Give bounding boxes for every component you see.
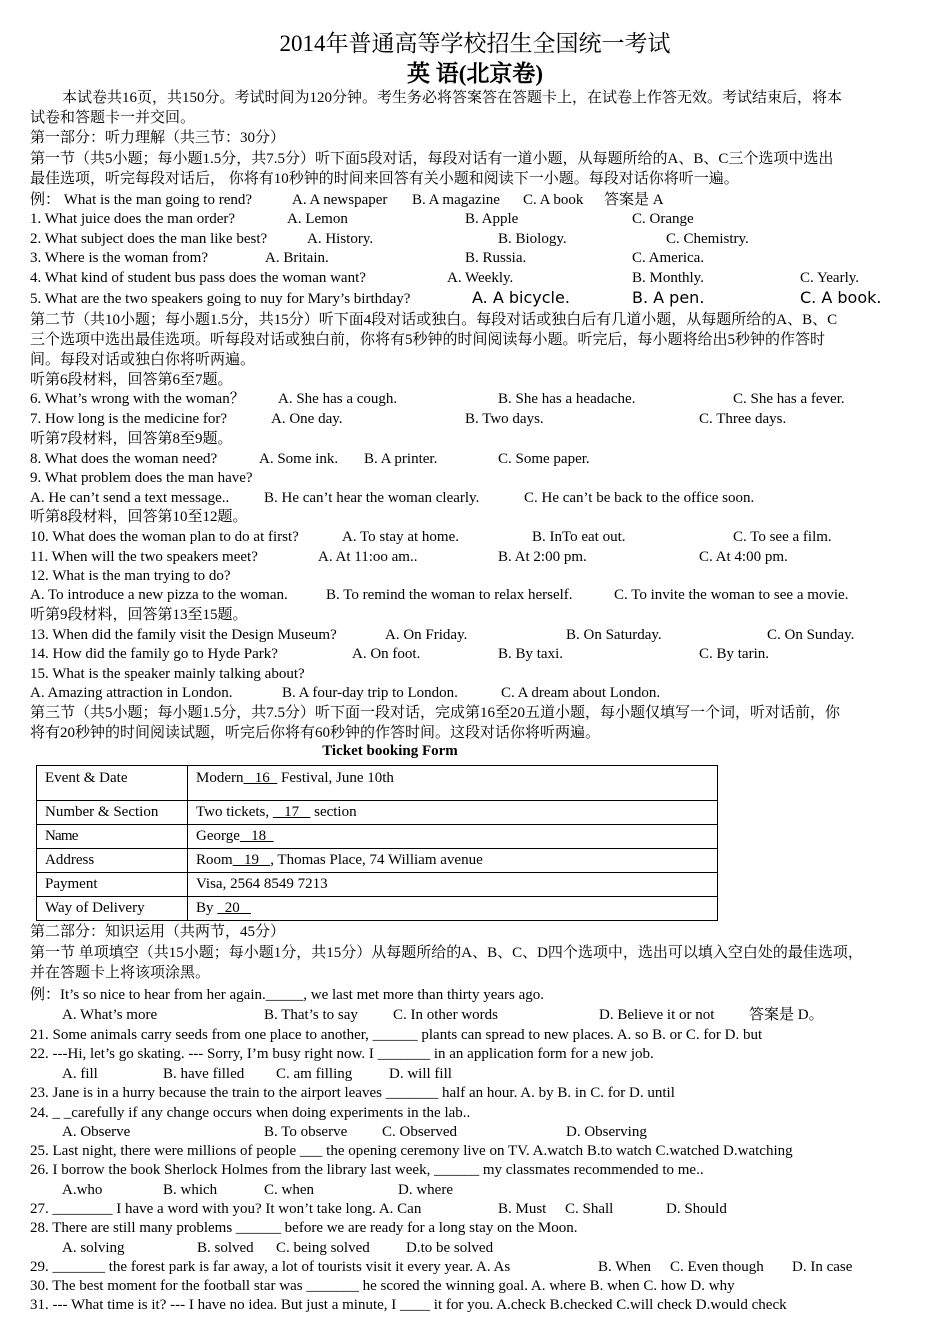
exam-title: 2014年普通高等学校招生全国统一考试 [279,31,671,56]
option: B. Must [498,1201,547,1217]
form-field-value [188,801,718,825]
option: C. Even though [670,1259,764,1275]
option: A.who [62,1182,103,1198]
option: B. A pen. [632,288,705,307]
option: D.to be solved [406,1240,494,1256]
question: 22. ---Hi, let’s go skating. --- Sorry, I’m busy right now. I _______ in an application form for a new job. [30,1046,654,1062]
material-heading: 听第7段材料，回答第8至9题。 [30,431,233,447]
option: B. InTo eat out. [532,529,626,545]
question: 10. What does the woman plan to do at first? [30,529,299,545]
example-question: 例：It’s so nice to hear from her again._____, we last met more than thirty years ago. [30,987,545,1003]
option: A. A bicycle. [472,288,570,307]
question: 28. There are still many problems ______ before we are ready for a long stay on the Moon. [30,1220,578,1236]
question: 2. What subject does the man like best? [30,231,268,247]
option: D. Should [666,1201,727,1217]
form-field-value [188,897,718,921]
option: A. Some ink. [259,451,339,467]
answer-blank-17: 17 [272,804,311,820]
question: 8. What does the woman need? [30,451,218,467]
form-field-value [188,873,718,897]
form-field-label: Way of Delivery [37,897,188,921]
option: C. To see a film. [733,529,832,545]
material-heading: 听第9段材料，回答第13至15题。 [30,607,248,623]
question: 26. I borrow the book Sherlock Holmes from the library last week, ______ my classmates recommended to me.. [30,1162,704,1178]
option: C. Orange [632,211,694,227]
value-text: George [196,828,240,844]
part-heading: 第一部分：听力理解（共三节：30分） [30,130,286,146]
form-row [37,801,718,825]
option: A. A newspaper [292,192,388,208]
section-instructions: 第三节（共5小题；每小题1.5分，共7.5分）听下面一段对话，完成第16至20五道小题，每小题仅填写一个词，听对话前，你 [30,705,841,721]
option: C. Shall [565,1201,614,1217]
option: B. A magazine [412,192,500,208]
question: 21. Some animals carry seeds from one place to another, ______ plants can spread to new places. A. so B. or C. for D. but [30,1027,763,1043]
option: A. To stay at home. [342,529,459,545]
option: A. She has a cough. [278,391,398,407]
section-instructions: 并在答题卡上将该项涂黑。 [30,965,211,981]
value-text: Room [196,852,233,868]
option: A. solving [62,1240,125,1256]
form-field-value [188,825,718,849]
answer-blank-20: 20 [217,900,252,916]
question: 11. When will the two speakers meet? [30,549,258,565]
question: 9. What problem does the man have? [30,470,253,486]
question: 14. How did the family go to Hyde Park? [30,646,278,662]
value-text: Festival, June 10th [277,770,394,786]
section-instructions: 最佳选项，听完每段对话后， 你将有10秒钟的时间来回答有关小题和阅读下一小题。每段对话你将听一遍。 [30,171,739,187]
exam-subtitle: 英 语(北京卷) [406,61,544,86]
form-field-label: Payment [37,873,188,897]
option: B. Two days. [465,411,544,427]
form-row [37,849,718,873]
question: 3. Where is the woman from? [30,250,209,266]
option: B. Monthly. [632,270,704,286]
value-text: , Thomas Place, 74 William avenue [270,852,483,868]
option: B. A four-day trip to London. [282,685,458,701]
question: 15. What is the speaker mainly talking about? [30,666,305,682]
option: C. Three days. [699,411,787,427]
option: B. which [163,1182,218,1198]
answer-blank-19: 19 [232,852,271,868]
option: B. On Saturday. [566,627,662,643]
option: A. Lemon [287,211,348,227]
question: 1. What juice does the man order? [30,211,236,227]
option: D. In case [792,1259,853,1275]
option: B. Biology. [498,231,567,247]
option: C. A book. [800,288,882,307]
question: 4. What kind of student bus pass does the woman want? [30,270,366,286]
value-text: Modern [196,770,244,786]
option: D. Observing [566,1124,647,1140]
option: B. Russia. [465,250,527,266]
form-field-label: Number & Section [37,801,188,825]
option: B. At 2:00 pm. [498,549,587,565]
option: C. Yearly. [800,270,860,286]
section-instructions: 第一节 单项填空（共15小题；每小题1分，共15分）从每题所给的A、B、C、D四个选项中，选出可以填入空白处的最佳选项， [30,945,863,961]
option: B. He can’t hear the woman clearly. [264,490,480,506]
option: C. On Sunday. [767,627,855,643]
form-field-value [188,766,718,801]
option: D. where [398,1182,453,1198]
question: 7. How long is the medicine for? [30,411,228,427]
option: C. America. [632,250,705,266]
option: B. When [598,1259,652,1275]
option: C. He can’t be back to the office soon. [524,490,755,506]
option: C. She has a fever. [733,391,845,407]
intro-line: 本试卷共16页，共150分。考试时间为120分钟。考生务必将答案答在答题卡上，在试卷上作答无效。考试结束后，将本 [62,90,843,106]
example-answer: 答案是 A [604,192,664,208]
option: A. On Friday. [385,627,468,643]
option: B. By taxi. [498,646,564,662]
option: A. At 11:oo am.. [318,549,418,565]
option: C. By tarin. [699,646,769,662]
section-instructions: 第一节（共5小题；每小题1.5分，共7.5分）听下面5段对话，每段对话有一道小题，从每题所给的A、B、C三个选项中选出 [30,151,834,167]
option: C. A dream about London. [501,685,661,701]
question: 25. Last night, there were millions of people ___ the opening ceremony live on TV. A.watch B.to watch C.watched D.watching [30,1143,793,1159]
part-heading: 第二部分：知识运用（共两节，45分） [30,924,286,940]
option: B. solved [197,1240,254,1256]
section-instructions: 将有20秒钟的时间阅读试题，听完后你将有60秒钟的作答时间。这段对话你将听两遍。 [30,725,601,741]
option: C. being solved [276,1240,370,1256]
option: B. A printer. [364,451,438,467]
option: B. Apple [465,211,519,227]
question: 13. When did the family visit the Design Museum? [30,627,337,643]
question: 5. What are the two speakers going to nuy for Mary’s birthday? [30,291,411,307]
option: C. Chemistry. [666,231,749,247]
value-text: section [310,804,357,820]
question: 12. What is the man trying to do? [30,568,231,584]
option: C. am filling [276,1066,353,1082]
form-row [37,873,718,897]
question: 24. _ _carefully if any change occurs when doing experiments in the lab.. [30,1105,471,1121]
question: 23. Jane is in a hurry because the train to the airport leaves _______ half an hour. A. by B. in C. for D. until [30,1085,675,1101]
option: A. Britain. [265,250,329,266]
option: C. A book [523,192,584,208]
example-answer: 答案是 D。 [749,1007,824,1023]
question: 27. ________ I have a word with you? It won’t take long. A. Can [30,1201,422,1217]
section-instructions: 三个选项中选出最佳选项。听每段对话或独白前，你将有5秒钟的时间阅读每小题。听完后，每小题将给出5秒钟的作答时 [30,332,826,348]
answer-blank-18: 18 [239,828,274,844]
form-field-label: Name [37,825,188,849]
option: A. One day. [271,411,343,427]
option: C. Some paper. [498,451,590,467]
option: C. Observed [382,1124,457,1140]
form-row [37,766,718,801]
option: B. To remind the woman to relax herself. [326,587,573,603]
value-text: Visa, 2564 8549 7213 [196,876,328,892]
example-question: 例： What is the man going to rend? [30,192,253,208]
option: B. have filled [163,1066,245,1082]
option: D. will fill [389,1066,452,1082]
material-heading: 听第6段材料，回答第6至7题。 [30,372,233,388]
option: D. Believe it or not [599,1007,715,1023]
option: B. She has a headache. [498,391,636,407]
option: C. At 4:00 pm. [699,549,788,565]
option: A. Amazing attraction in London. [30,685,233,701]
form-row [37,825,718,849]
option: A. Weekly. [447,270,514,286]
ticket-booking-form [36,765,718,921]
answer-blank-16: 16 [243,770,278,786]
option: A. On foot. [352,646,421,662]
question: 29. _______ the forest park is far away, a lot of tourists visit it every year. A. As [30,1259,511,1275]
option: B. That’s to say [264,1007,358,1023]
question: 6. What’s wrong with the woman？ [30,391,245,407]
option: A. He can’t send a text message.. [30,490,230,506]
form-field-label: Event & Date [37,766,188,801]
form-field-value [188,849,718,873]
option: A. fill [62,1066,98,1082]
value-text: Two tickets, [196,804,273,820]
option: A. To introduce a new pizza to the woman. [30,587,288,603]
option: A. Observe [62,1124,131,1140]
option: B. To observe [264,1124,348,1140]
option: C. when [264,1182,314,1198]
option: A. What’s more [62,1007,158,1023]
form-title: Ticket booking Form [322,743,458,759]
material-heading: 听第8段材料，回答第10至12题。 [30,509,248,525]
section-instructions: 间。每段对话或独白你将听两遍。 [30,352,256,368]
form-row [37,897,718,921]
question: 31. --- What time is it? --- I have no idea. But just a minute, I ____ it for you. A.check B.checked C.will check D.would check [30,1297,787,1313]
section-instructions: 第二节（共10小题；每小题1.5分，共15分）听下面4段对话或独白。每段对话或独白后有几道小题，从每题所给的A、B、C [30,312,838,328]
option: C. To invite the woman to see a movie. [614,587,849,603]
form-field-label: Address [37,849,188,873]
question: 30. The best moment for the football star was _______ he scored the winning goal. A. where B. when C. how D. why [30,1278,735,1294]
option: A. History. [307,231,374,247]
intro-line: 试卷和答题卡一并交回。 [30,110,196,126]
value-text: By [196,900,218,916]
option: C. In other words [393,1007,498,1023]
